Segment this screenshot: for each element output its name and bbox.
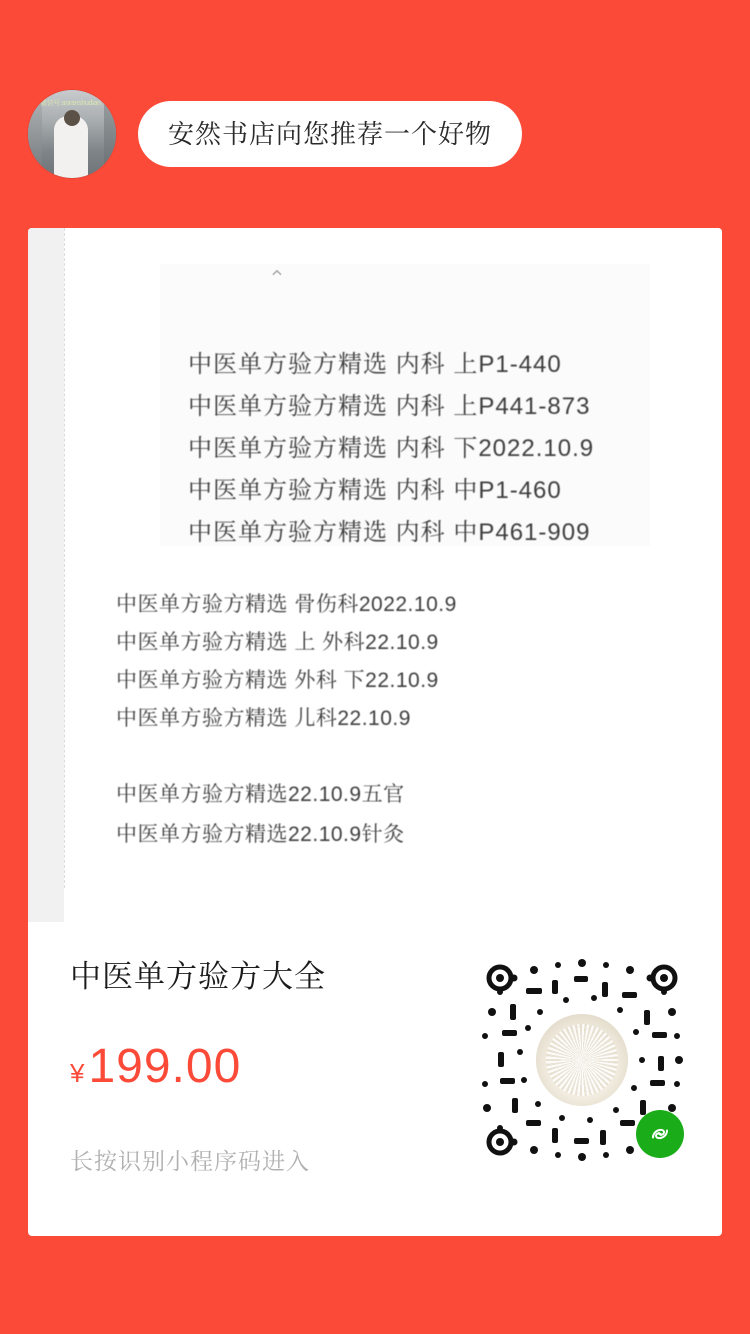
qr-center-image — [536, 1014, 628, 1106]
product-preview-image[interactable] — [28, 228, 722, 922]
recommendation-header — [28, 86, 722, 182]
avatar-caption: 微信号:anranshudian — [40, 100, 101, 107]
page-title: 中医单方验方大全 — [70, 959, 326, 994]
wechat-miniprogram-icon — [636, 1110, 684, 1158]
preview-line: 中医单方验方精选 内科 中P461-909 — [188, 519, 591, 546]
preview-line: 中医单方验方精选 外科 下22.10.9 — [116, 669, 439, 692]
qr-center-photo — [536, 1014, 628, 1106]
preview-line: 中医单方验方精选 内科 上P1-440 — [188, 351, 562, 378]
price-amount: 199.00 — [88, 1040, 242, 1094]
avatar-photo-head — [64, 110, 80, 126]
preview-text-group-c — [28, 228, 722, 922]
preview-line: 中医单方验方精选 内科 下2022.10.9 — [188, 435, 595, 462]
product-card[interactable] — [28, 228, 722, 1236]
preview-line: 中医单方验方精选 内科 上P441-873 — [188, 393, 591, 420]
miniprogram-qr-code[interactable] — [474, 952, 690, 1168]
avatar[interactable] — [28, 90, 116, 178]
long-press-hint: 长按识别小程序码进入 — [70, 1148, 310, 1175]
preview-line: 中医单方验方精选22.10.9五官 — [116, 783, 405, 806]
currency-symbol: ¥ — [70, 1058, 85, 1089]
preview-line: 中医单方验方精选 骨伤科2022.10.9 — [116, 593, 457, 616]
recommendation-bubble: 安然书店向您推荐一个好物 — [138, 101, 522, 167]
preview-line: 中医单方验方精选22.10.9针灸 — [116, 823, 405, 846]
preview-line: 中医单方验方精选 儿科22.10.9 — [116, 707, 411, 730]
avatar-photo-right-strip — [104, 90, 116, 178]
chevron-up-icon: ⌃ — [267, 266, 287, 291]
preview-line: 中医单方验方精选 上 外科22.10.9 — [116, 631, 439, 654]
preview-line: 中医单方验方精选 内科 中P1-460 — [188, 477, 562, 504]
